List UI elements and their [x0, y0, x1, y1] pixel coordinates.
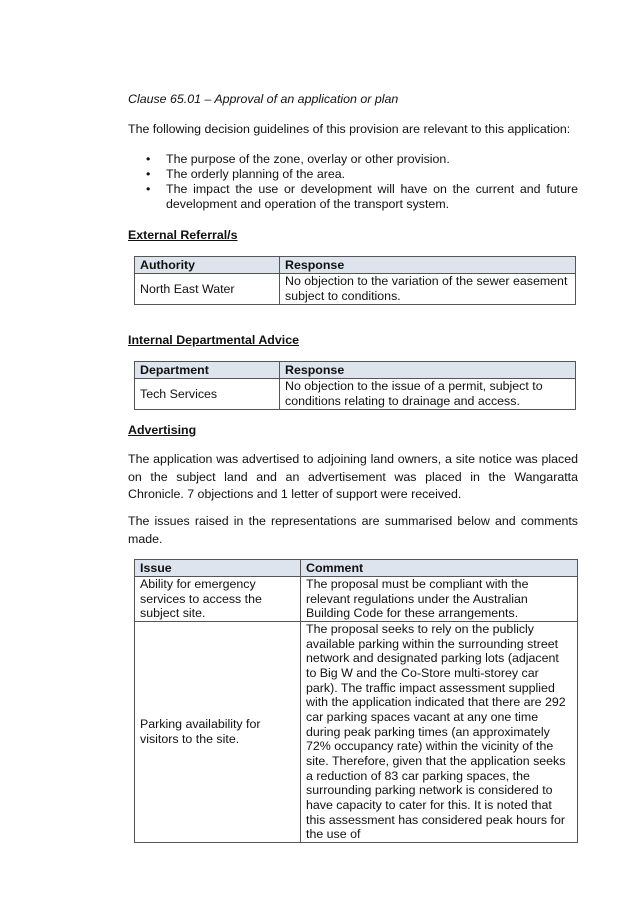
column-header: Department — [135, 362, 280, 379]
list-item-text: The purpose of the zone, overlay or other provision. — [166, 152, 450, 166]
list-item — [146, 167, 578, 182]
bullet-icon: • — [146, 167, 151, 181]
column-header: Response — [280, 362, 576, 379]
clause-title: Clause 65.01 – Approval of an application or plan — [128, 92, 399, 106]
table-row — [135, 577, 578, 622]
advertising-heading: Advertising — [128, 423, 197, 437]
list-item — [146, 182, 578, 212]
table-header-row — [135, 560, 578, 577]
guideline-list — [146, 152, 578, 212]
internal-advice-heading: Internal Departmental Advice — [128, 333, 299, 347]
table-cell: No objection to the variation of the sewer easement subject to conditions. — [280, 274, 576, 305]
bullet-icon: • — [146, 182, 151, 196]
table-row — [135, 621, 578, 842]
table-cell: Tech Services — [135, 379, 280, 410]
column-header: Comment — [301, 560, 578, 577]
list-item-text: The orderly planning of the area. — [166, 167, 346, 181]
table-cell: Ability for emergency services to access the subject site. — [135, 577, 301, 622]
bullet-icon: • — [146, 152, 151, 166]
column-header: Authority — [135, 257, 280, 274]
table-row — [135, 274, 576, 305]
table-row — [135, 379, 576, 410]
external-referrals-table — [134, 256, 576, 305]
advertising-paragraph: The application was advertised to adjoining land owners, a site notice was placed on the subject land and an advertisement was placed in the Wangaratta Chronicle. 7 objections and 1 letter of support were received. — [128, 452, 578, 501]
table-header-row — [135, 257, 576, 274]
issues-intro-paragraph: The issues raised in the representations are summarised below and comments made. — [128, 514, 578, 546]
table-cell: Parking availability for visitors to the site. — [135, 621, 301, 842]
column-header: Issue — [135, 560, 301, 577]
list-item — [146, 152, 578, 167]
table-cell: No objection to the issue of a permit, subject to conditions relating to drainage and access. — [280, 379, 576, 410]
column-header: Response — [280, 257, 576, 274]
table-cell: The proposal must be compliant with the relevant regulations under the Australian Building Code for these arrangements. — [301, 577, 578, 622]
table-header-row — [135, 362, 576, 379]
list-item-text: The impact the use or development will have on the current and future development and operation of the transport system. — [166, 182, 578, 211]
issues-table — [134, 559, 578, 843]
table-cell: North East Water — [135, 274, 280, 305]
external-referrals-heading: External Referral/s — [128, 228, 238, 242]
intro-text: The following decision guidelines of this provision are relevant to this application: — [128, 122, 571, 136]
table-cell: The proposal seeks to rely on the publicly available parking within the surrounding street network and designated parking lots (adjacent to Big W and the Co-Store multi-storey car park). The traffic impact assessment supplied with the application indicated that there are 292 car parking spaces vacant at any one time during peak parking times (an approximately 72% occupancy rate) within the vicinity of the site. Therefore, given that the application seeks a reduction of 83 car parking spaces, the surrounding parking network is considered to have capacity to cater for this. It is noted that this assessment has considered peak hours for the use of — [301, 621, 578, 842]
internal-advice-table — [134, 361, 576, 410]
